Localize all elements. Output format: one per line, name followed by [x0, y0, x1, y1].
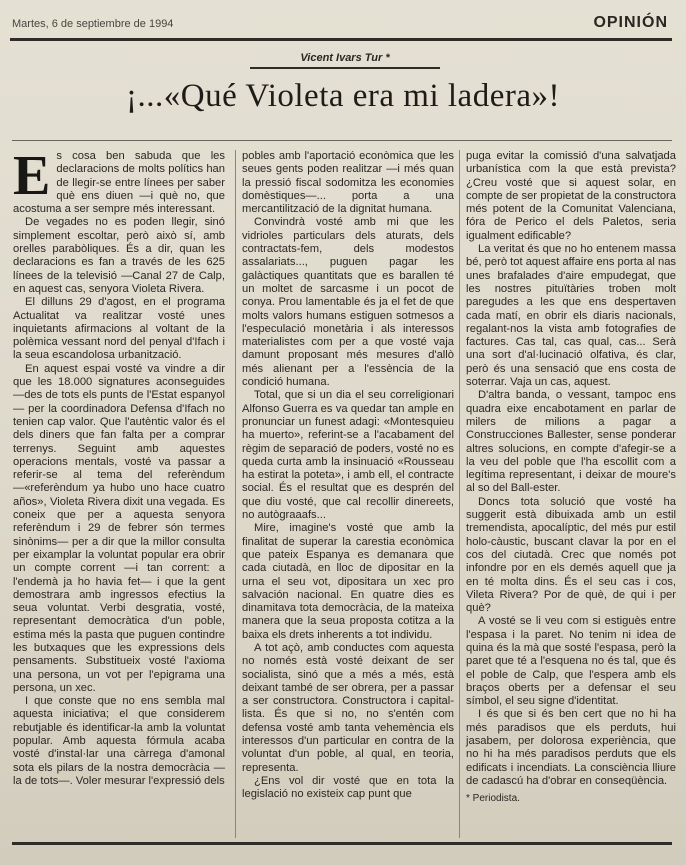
article-column-3 — [459, 150, 676, 838]
paragraph: El dilluns 29 d'agost, en el programa Actualitat va realitzar vosté unes inquietants afirmacions al voltant de la polèmica vessant nord del penyal d'Ifach i la seua escandolosa urbanització. — [13, 296, 225, 362]
section-title: OPINIÓN — [593, 14, 668, 31]
paragraph: Mire, imagine's vosté que amb la finalitat de superar la carestia econòmica que pateix Espanya es demanara que cada ciutadà, en lloc de dipositar en la urna el seu vot, dipositara un xec pro salvación nacional. En quatre dies es dinamitava tota democràcia, de la mateixa manera que la seua proposta cotitza a la baixa els drets inherents a tot individu. — [242, 522, 454, 641]
paragraph: pobles amb l'aportació econòmica que les seues gents poden realitzar —i més quan la pressió fiscal sodomitza les economies domèstiques—... porta a una mercantilització de la dignitat humana. — [242, 150, 454, 216]
paragraph: Convindrà vosté amb mi que les vidrioles particulars dels aturats, dels contractats-fem, dels modestos assalariats..., puguen pagar les galàctiques quantitats que es barallen té un moltet de sarcasme i un pocot de conya. Prou lamentable és ja el fet de que molts valors humans estiguen sotmesos a l'especulació monetària i als interessos materialistes com per a que vosté vaja damunt proposant més mesures d'allò més alienant per a l'essència de la condició humana. — [242, 216, 454, 389]
divider-rule — [12, 140, 672, 141]
footer-rule — [12, 842, 672, 845]
paragraph: ¿Ens vol dir vosté que en tota la legislació no existeix cap punt que — [242, 774, 454, 801]
issue-date: Martes, 6 de septiembre de 1994 — [12, 18, 174, 30]
paragraph: D'altra banda, o vessant, tampoc ens quadra eixe encabotament en parlar de milers de milions a pagar a Construcciones Ballester, sense ponderar altres solucions, en compte d'afegir-se a la veu del poble que l'ha escollit com a legítima representant, i deixar de moure's al so del Ball-ester. — [466, 389, 676, 495]
article-column-2 — [235, 150, 454, 838]
paragraph: Doncs tota solució que vosté ha suggerit està dibuixada amb un estil tremendista, apocalíptic, del més pur estil holo-càustic, buscant clavar la por en el cos del ciutadà. Crec que només pot infondre por en els demés aquell que ja en té molta dins. És el seu cas i cos, Vileta Rivera? Por de què, de qui i per què? — [466, 495, 676, 615]
article-column-1 — [13, 150, 225, 838]
paragraph: s cosa ben sabuda que les declaracions de molts polítics han de llegir-se entre línees per saber què ens diuen —i què no, que acostuma a ser sempre més interessant. — [13, 150, 225, 216]
drop-cap: E — [13, 150, 51, 207]
byline: Vicent Ivars Tur * — [250, 52, 440, 69]
paragraph: En aquest espai vosté va vindre a dir que les 18.000 signatures aconseguides —des de tots els punts de l'Estat espanyol— per la coordinadora Defensa d'Ifach no tenien cap valor. Que l'autèntic valor és el dels diners que fan falta per a comprar terrenys. Seguint amb aquestes operacions mentals, vosté va passar a referir-se al tema del referèndum —«referèndum ya hubo uno hace cuatro años», Violeta Rivera dixit una vegada. Es coneix que per a aquesta senyora referèndum i 29 de febrer són termes sinònims— per a dir que la millor consulta per eixamplar la voluntat popular era obrir un compte corrent —i tan corrent: a l'endemà ja ho havia fet— i que la gent demostrara amb ingressos efectius la seua voluntat. Verbi desgratia, vosté, representant democràtica d'un poble, estima més la pasta que puguen contindre les butxaques que les expressions dels pensaments. Substitueix vosté l'axioma una persona, un vot per l'epigrama una persona, un xec. — [13, 362, 225, 694]
author-note: * Periodista. — [466, 793, 520, 805]
paragraph: La veritat és que no ho entenem massa bé, però tot aquest affaire ens porta al nas unes brafalades d'aire empudegat, que les nostres pituïtàries troben molt paregudes a les que ens despertaven cada matí, en obrir els diaris nacionals, regalant-nos la vista amb fotografies de factures. Cas tal, cas qual, cas... Serà una sort d'al·lucinació olfativa, és clar, però és una sensació que ens costa de soterrar. Vaja un cas, aquest. — [466, 243, 676, 389]
paragraph: A vosté se li veu com si estiguès entre l'espasa i la paret. No tenim ni idea de quina és la mà que sosté l'espasa, però la paret que té a l'esquena no és tal, que és el poble de Calp, que l'espera amb els braços oberts per a defensar el seu símbol, el seu signe d'identitat. — [466, 615, 676, 708]
paragraph: Total, que si un dia el seu correligionari Alfonso Guerra es va quedar tan ample en pronunciar un funest adagi: «Montesquieu ha muerto», referint-se a l'acabament del règim de separació de poders, vosté no es queda curta amb la insinuació «Rousseau ha estirat la poteta», i amb ell, el contracte social. És el resultat que es desprén del que diu vosté, que cal recollir dinereets, no autògraaafs... — [242, 389, 454, 522]
paragraph: puga evitar la comissió d'una salvatjada urbanística com la que està prevista? ¿Creu vosté que si aquest solar, en compte de ser propietat de la constructora més potent de la Comunitat Valenciana, fóra de Perico el dels Paletos, seria igualment edificable? — [466, 150, 676, 242]
paragraph: I que conste que no ens sembla mal aquesta iniciativa; el que considerem rebutjable és identificar-la amb la voluntat popular. Amb aquesta fórmula acaba vosté d'instal·lar una càrrega d'amonal sota els pilars de la nostra democràcia —la de tots—. Voler mesurar l'expressió dels — [13, 695, 225, 787]
article-body — [13, 150, 675, 838]
headline: ¡...«Qué Violeta era mi ladera»! — [126, 78, 560, 114]
paragraph: De vegades no es poden llegir, sinó simplement escoltar, però això sí, amb orelles parabòliques. És a dir, quan les declaracions es fan a través de les 625 línees de la televisió —Canal 27 de Calp, en aquest cas, senyora Violeta Rivera. — [13, 216, 225, 295]
page-header — [10, 16, 672, 41]
paragraph: I és que si és ben cert que no hi ha més paradisos que els perduts, hui jasabem, per dolorosa experiència, que no hi ha més paradisos perduts que els edificats i incendiats. La consciència lliure de cadascú ha d'obrar en conseqüència. — [466, 708, 676, 787]
paragraph: A tot açò, amb conductes com aquesta no només està vosté deixant de ser socialista, sinó que a més a més, està deixant també de ser obrera, per a passar a ser constructora. Constructora i capital-lista. És que si no, no s'entén com defensa vosté amb tanta vehemència els interessos d'un particular en contra de la voluntat d'un poble, al qual, en teoria, representa. — [242, 641, 454, 774]
